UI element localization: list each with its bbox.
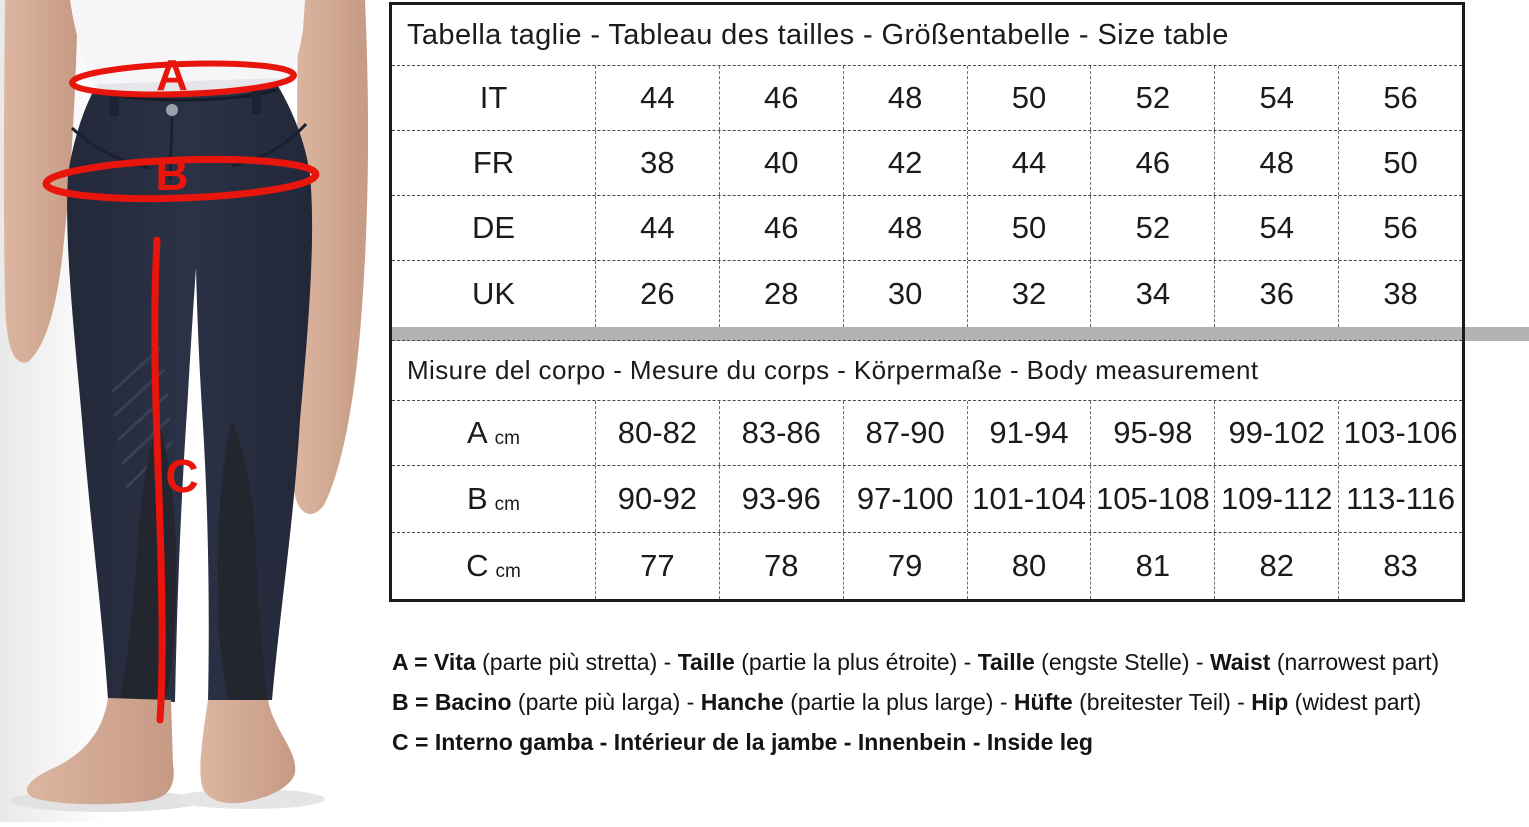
size-cell: 42 [843, 131, 967, 195]
measure-cell: 79 [843, 533, 967, 599]
section-divider-band-extension [1465, 327, 1529, 341]
measure-letter: A [466, 415, 488, 450]
size-cell: 38 [1338, 261, 1462, 327]
measure-cell: 113-116 [1338, 466, 1462, 532]
measure-cell: 109-112 [1214, 466, 1338, 532]
legend-text: (parte più larga) - [511, 689, 701, 715]
size-chart-table [389, 2, 1465, 602]
legend-text: (partie la plus étroite) - [734, 649, 978, 675]
legend-line-a [392, 642, 1527, 682]
row-label [392, 401, 595, 465]
size-row-uk [392, 261, 1462, 327]
size-cell: 40 [719, 131, 843, 195]
waist-button [166, 104, 178, 116]
measure-cell: 99-102 [1214, 401, 1338, 465]
size-cell: 46 [719, 66, 843, 130]
legend-text: Hip [1251, 689, 1289, 715]
size-cell: 28 [719, 261, 843, 327]
size-cell: 52 [1090, 66, 1214, 130]
size-cell: 54 [1214, 66, 1338, 130]
size-row-de [392, 196, 1462, 261]
size-cell: 32 [967, 261, 1091, 327]
measure-row-c [392, 533, 1462, 599]
legend-text: (parte più stretta) - [475, 649, 678, 675]
measure-cell: 87-90 [843, 401, 967, 465]
size-cell: 50 [1338, 131, 1462, 195]
legend-text: Taille [677, 649, 735, 675]
size-cell: 50 [967, 66, 1091, 130]
legend-text: Waist [1209, 649, 1271, 675]
measure-cell: 90-92 [595, 466, 719, 532]
measure-cell: 101-104 [967, 466, 1091, 532]
row-label [392, 533, 595, 599]
size-cell: 48 [843, 196, 967, 260]
annotation-b-label: B [155, 148, 189, 200]
measure-cell: 80-82 [595, 401, 719, 465]
size-cell: 44 [967, 131, 1091, 195]
measure-letter: C [466, 548, 489, 583]
row-label [392, 466, 595, 532]
size-table-title: Tabella taglie - Tableau des tailles - Größentabelle - Size table [392, 5, 1462, 66]
row-label: UK [471, 276, 516, 311]
legend-text: (partie la plus large) - [783, 689, 1014, 715]
measure-row-a [392, 401, 1462, 466]
size-cell: 52 [1090, 196, 1214, 260]
measure-cell: 78 [719, 533, 843, 599]
measure-unit: cm [494, 428, 520, 449]
measure-cell: 97-100 [843, 466, 967, 532]
legend-text: Hanche [700, 689, 784, 715]
measure-cell: 103-106 [1338, 401, 1462, 465]
size-cell: 54 [1214, 196, 1338, 260]
figure-illustration [0, 0, 390, 822]
size-cell: 34 [1090, 261, 1214, 327]
size-cell: 36 [1214, 261, 1338, 327]
legend-text: B = Bacino [392, 689, 512, 715]
row-label: FR [472, 145, 515, 180]
measure-cell: 91-94 [967, 401, 1091, 465]
legend-line-b [392, 682, 1527, 722]
measure-letter: B [466, 481, 488, 516]
annotation-a-label: A [156, 51, 188, 100]
legend-text: (breitester Teil) - [1072, 689, 1252, 715]
measure-cell: 105-108 [1090, 466, 1214, 532]
size-cell: 46 [719, 196, 843, 260]
size-cell: 44 [595, 196, 719, 260]
body-table-title: Misure del corpo - Mesure du corps - Körpermaße - Body measurement [392, 341, 1462, 401]
size-cell: 38 [595, 131, 719, 195]
measure-unit: cm [495, 561, 521, 582]
measure-cell: 77 [595, 533, 719, 599]
measurement-legend [392, 642, 1527, 762]
legend-text: Hüfte [1013, 689, 1073, 715]
annotation-c-label: C [165, 450, 199, 502]
size-row-it [392, 66, 1462, 131]
measure-cell: 82 [1214, 533, 1338, 599]
measure-cell: 80 [967, 533, 1091, 599]
legend-text: Taille [977, 649, 1035, 675]
measure-unit: cm [494, 494, 520, 515]
section-divider-band [392, 327, 1462, 341]
row-label: IT [479, 80, 508, 115]
measure-cell: 81 [1090, 533, 1214, 599]
legend-text: (widest part) [1288, 689, 1422, 715]
measure-row-b [392, 466, 1462, 533]
legend-text: A = Vita [392, 649, 476, 675]
size-cell: 56 [1338, 196, 1462, 260]
model-photo [0, 0, 390, 822]
size-cell: 48 [843, 66, 967, 130]
legend-line-c [392, 722, 1527, 762]
size-cell: 48 [1214, 131, 1338, 195]
measure-cell: 95-98 [1090, 401, 1214, 465]
measure-cell: 93-96 [719, 466, 843, 532]
legend-text: (narrowest part) [1270, 649, 1440, 675]
legend-text: C = Interno gamba - Intérieur de la jambe - Innenbein - Inside leg [392, 729, 1093, 755]
size-cell: 56 [1338, 66, 1462, 130]
row-label: DE [471, 210, 516, 245]
size-cell: 44 [595, 66, 719, 130]
size-row-fr [392, 131, 1462, 196]
legend-text: (engste Stelle) - [1034, 649, 1210, 675]
measure-cell: 83-86 [719, 401, 843, 465]
measure-cell: 83 [1338, 533, 1462, 599]
size-cell: 50 [967, 196, 1091, 260]
size-cell: 26 [595, 261, 719, 327]
size-cell: 46 [1090, 131, 1214, 195]
size-cell: 30 [843, 261, 967, 327]
belt-loop [252, 90, 261, 114]
